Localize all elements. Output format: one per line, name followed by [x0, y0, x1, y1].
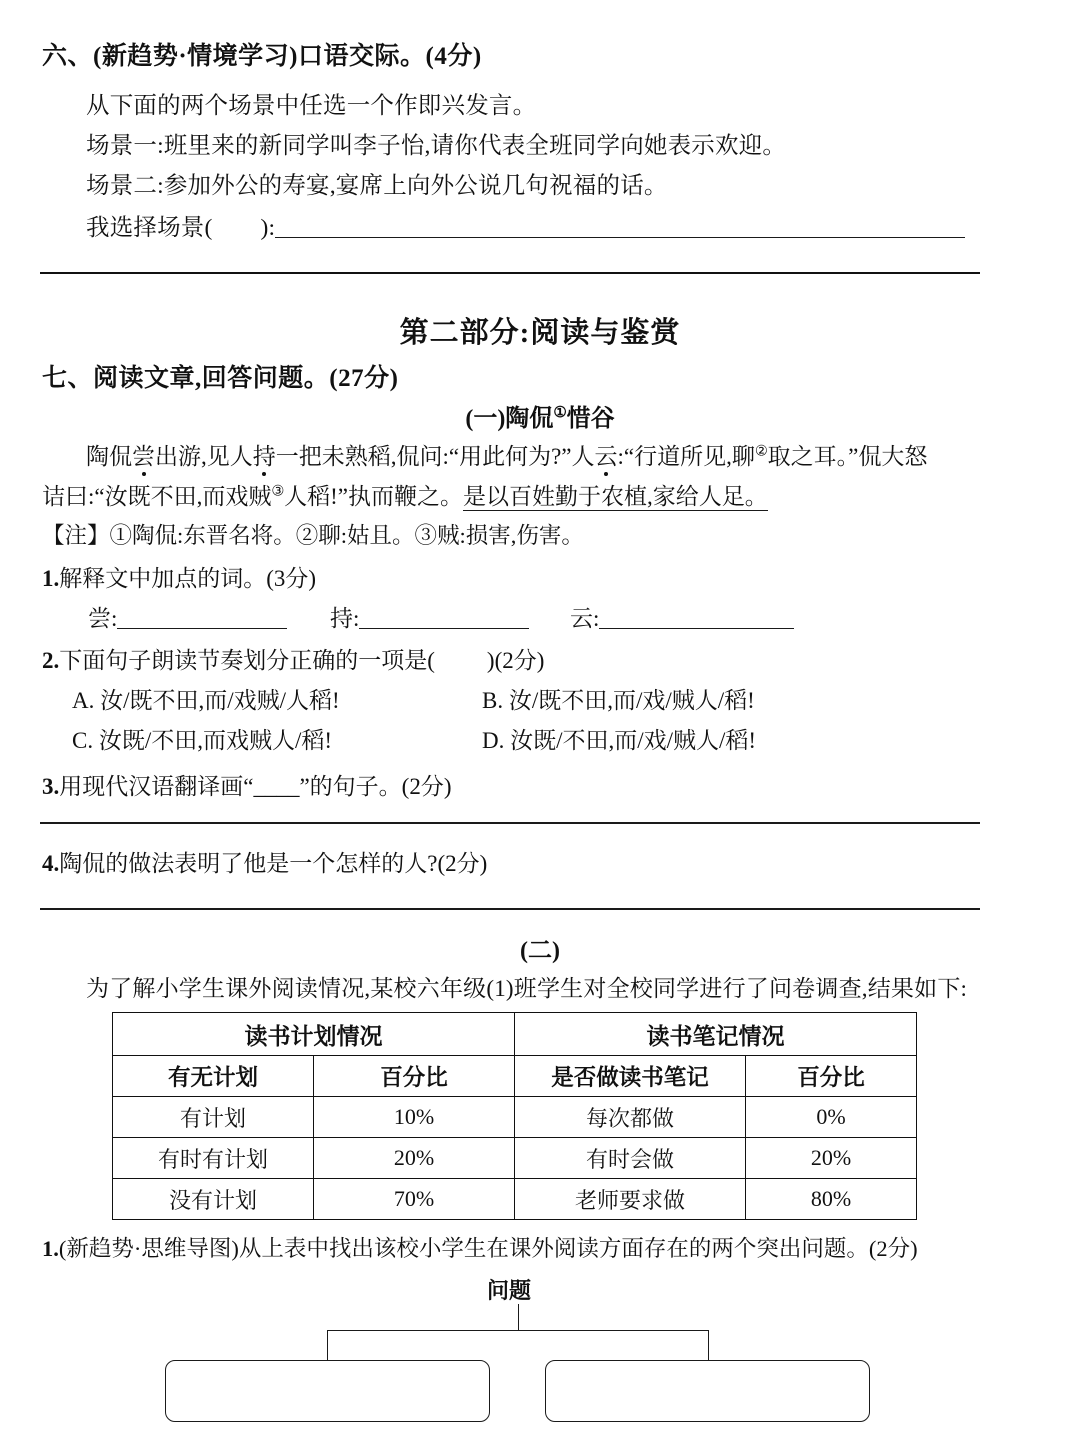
question-3-text-b: ”的句子。(2分)	[299, 774, 452, 799]
reading-two-intro: 为了解小学生课外阅读情况,某校六年级(1)班学生对全校同学进行了问卷调查,结果如下:	[86, 976, 968, 1001]
section-seven-heading: 七、阅读文章,回答问题。(27分)	[42, 365, 399, 392]
reading-two-question-1-number: 1.	[42, 1236, 59, 1261]
question-3-number: 3.	[42, 774, 60, 799]
mindmap-left-drop	[327, 1330, 328, 1360]
question-2-option-d[interactable]: D. 汝既/不田,而/戏/贼人/稻!	[482, 728, 757, 753]
scene-one-text: 场景一:班里来的新同学叫李子怡,请你代表全班同学向她表示欢迎。	[86, 133, 787, 159]
table-cell: 有时有计划	[113, 1138, 314, 1179]
dotted-word-chang: 尝	[132, 444, 155, 469]
mindmap-answer-box-left[interactable]	[165, 1360, 490, 1422]
table-cell: 20%	[746, 1138, 917, 1179]
reading-one-title-prefix: (一)陶侃	[465, 406, 554, 432]
scene-two-text: 场景二:参加外公的寿宴,宴席上向外公说几句祝福的话。	[86, 173, 668, 199]
question-2-text-a: 下面句子朗读节奏划分正确的一项是(	[59, 648, 435, 673]
table-cell: 0%	[746, 1097, 917, 1138]
table-col-header-pct-2: 百分比	[746, 1056, 917, 1097]
table-group-header-notes: 读书笔记情况	[515, 1013, 917, 1056]
part-two-title: 第二部分:阅读与鉴赏	[399, 317, 681, 349]
section-six-instruction: 从下面的两个场景中任选一个作即兴发言。	[86, 93, 537, 119]
question-4-text: 陶侃的做法表明了他是一个怎样的人?(2分)	[59, 851, 488, 876]
table-cell: 20%	[314, 1138, 515, 1179]
reading-two-question-1-text: (新趋势·思维导图)从上表中找出该校小学生在课外阅读方面存在的两个突出问题。(2分)	[58, 1236, 918, 1261]
question-1-blank-3-label: 云:	[570, 606, 600, 631]
table-cell: 有时会做	[515, 1138, 746, 1179]
question-3-text-a: 用现代汉语翻译画“	[59, 774, 254, 799]
passage-seg-1b: 出游,见人	[155, 444, 253, 469]
passage-seg-2a: 诘曰:“汝既不田,而戏贼	[42, 484, 272, 509]
passage-seg-1d: :“行道所见,聊	[617, 444, 755, 469]
dotted-word-yun: 云	[594, 444, 618, 469]
note-marker-1: ①	[553, 405, 567, 421]
mindmap-right-drop	[708, 1330, 709, 1360]
question-2-number: 2.	[42, 648, 60, 673]
scene-choice-label: 我选择场景(	[86, 215, 213, 241]
passage-notes: 【注】①陶侃:东晋名将。②聊:姑且。③贼:损害,伤害。	[42, 523, 584, 548]
reading-two-title: (二)	[520, 938, 560, 964]
question-3-text-mid: ____	[253, 774, 300, 799]
question-4-number: 4.	[42, 851, 60, 876]
table-cell: 没有计划	[113, 1179, 314, 1220]
section-six-heading: 六、(新趋势·情境学习)口语交际。(4分)	[42, 43, 482, 70]
table-col-header-plan: 有无计划	[113, 1056, 314, 1097]
mindmap-root-label: 问题	[487, 1278, 532, 1303]
passage-underlined-sentence: 是以百姓勤于农植,家给人足。	[463, 484, 768, 509]
table-cell: 70%	[314, 1179, 515, 1220]
question-2-option-a[interactable]: A. 汝/既不田,而/戏贼/人稻!	[72, 688, 340, 713]
table-col-header-pct-1: 百分比	[314, 1056, 515, 1097]
table-col-header-notes: 是否做读书笔记	[515, 1056, 746, 1097]
mindmap-connector-bar	[327, 1330, 709, 1331]
table-cell: 80%	[746, 1179, 917, 1220]
note-marker-3: ③	[271, 483, 285, 500]
question-2-option-b[interactable]: B. 汝/既不田,而/戏/贼人/稻!	[482, 688, 755, 713]
question-1-text: 解释文中加点的词。(3分)	[59, 566, 317, 591]
dotted-word-chi: 持	[252, 444, 276, 469]
passage-seg-2b: 人稻!”执而鞭之。	[284, 484, 464, 509]
question-2-text-b: )(2分)	[486, 648, 545, 673]
scene-choice-label-end: ):	[260, 215, 276, 241]
question-2-option-c[interactable]: C. 汝既/不田,而戏贼人/稻!	[72, 728, 333, 753]
passage-seg-1c: 一把未熟稻,侃问:“用此何为?”人	[275, 444, 595, 469]
passage-seg-1a: 陶侃	[86, 444, 132, 469]
passage-seg-1e: 取之耳。”侃大怒	[767, 444, 928, 469]
reading-one-title-suffix: 惜谷	[566, 406, 615, 432]
table-cell: 有计划	[113, 1097, 314, 1138]
note-marker-2: ②	[754, 443, 768, 460]
table-group-header-plan: 读书计划情况	[113, 1013, 515, 1056]
table-cell: 10%	[314, 1097, 515, 1138]
table-cell: 每次都做	[515, 1097, 746, 1138]
question-1-blank-1-label: 尝:	[88, 606, 118, 631]
mindmap-root-stem	[518, 1304, 519, 1330]
mindmap-answer-box-right[interactable]	[545, 1360, 870, 1422]
question-1-blank-2-label: 持:	[330, 606, 360, 631]
question-1-number: 1.	[42, 566, 60, 591]
table-cell: 老师要求做	[515, 1179, 746, 1220]
